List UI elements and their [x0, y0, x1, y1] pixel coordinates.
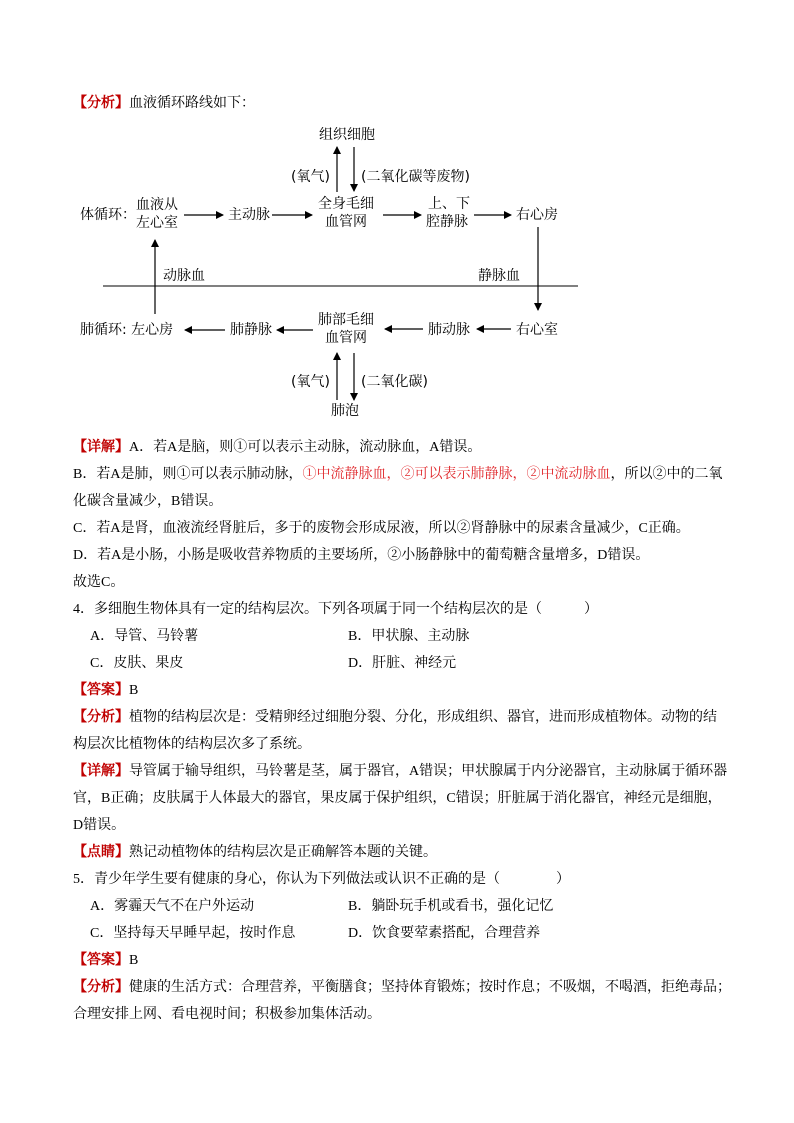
- q5-analysis-line-2: 合理安排上网、看电视时间；积极参加集体活动。: [73, 1007, 381, 1022]
- right-ventricle-label: 右心室: [516, 322, 558, 338]
- body-capillaries-line2: 血管网: [325, 214, 367, 230]
- q5-analysis-line-1: [73, 974, 733, 1001]
- answer-tag: 【答案】: [73, 683, 129, 698]
- pulmonary-artery-label: 肺动脉: [428, 322, 470, 338]
- q5-option-a: A．雾霾天气不在户外运动: [90, 899, 255, 914]
- q4-option-a: A．导管、马铃薯: [90, 629, 199, 644]
- venae-cavae-line2: 腔静脉: [426, 214, 468, 230]
- q5-option-b: B．躺卧玩手机或看书，强化记忆: [348, 899, 554, 914]
- q4-option-d: D．肝脏、神经元: [348, 656, 457, 671]
- q5-options: [73, 893, 733, 947]
- q4-detail-line-3: D错误。: [73, 818, 126, 833]
- alveoli-label: 肺泡: [331, 403, 359, 419]
- venae-cavae-line1: 上、下: [428, 196, 470, 212]
- bottom-oxygen-label: (氧气): [291, 374, 330, 390]
- answer-body: [73, 434, 733, 1028]
- q4-detail-text-1: 导管属于输导组织，马铃薯是茎，属于器官，A错误；甲状腺属于内分泌器官，主动脉属于循环器: [129, 764, 728, 779]
- q5-option-c: C．坚持每天早睡早起，按时作息: [90, 926, 296, 941]
- systemic-circulation-label: 体循环：: [80, 207, 136, 223]
- q5-answer: [73, 947, 733, 974]
- q3-detail-b-start: B．若A是肺，则①可以表示肺动脉，: [73, 467, 303, 482]
- q4-detail-line-2: 官，B正确；皮肤属于人体最大的器官，果皮属于保护组织，C错误；肝脏属于消化器官，神经元是细胞，: [73, 791, 722, 806]
- pulmonary-vein-label: 肺静脉: [230, 322, 272, 338]
- q4-options: [73, 623, 733, 677]
- q4-answer-value: B: [129, 683, 139, 698]
- arterial-blood-label: 动脉血: [163, 268, 205, 284]
- q5-stem: 5．青少年学生要有健康的身心，你认为下列做法或认识不正确的是（ ）: [73, 872, 570, 887]
- lung-capillaries-line1: 肺部毛细: [318, 312, 374, 328]
- systemic-start-line2: 左心室: [136, 215, 178, 231]
- venous-blood-label: 静脉血: [478, 268, 520, 284]
- aorta-label: 主动脉: [228, 207, 270, 223]
- q3-conclusion: 故选C。: [73, 575, 125, 590]
- pulmonary-circulation-label: 肺循环: 左心房: [80, 322, 174, 338]
- q3-detail-line-d: D．若A是小肠，小肠是吸收营养物质的主要场所，②小肠静脉中的葡萄糖含量增多，D错误。: [73, 548, 650, 563]
- q3-detail-line-b-cont: 化碳含量减少，B错误。: [73, 494, 223, 509]
- q3-detail-b-end: ，所以②中的二氧: [610, 467, 723, 482]
- detail-tag: 【详解】: [73, 440, 129, 455]
- q4-detail-line-1: [73, 758, 733, 785]
- q5-answer-value: B: [129, 953, 139, 968]
- q3-detail-line-a: [73, 434, 733, 461]
- q4-tip-text: 熟记动植物体的结构层次是正确解答本题的关键。: [129, 845, 437, 860]
- q3-analysis-line: [73, 90, 255, 117]
- analysis-text: 血液循环路线如下：: [129, 96, 255, 111]
- tip-tag: 【点睛】: [73, 845, 129, 860]
- answer-tag: 【答案】: [73, 953, 129, 968]
- detail-tag: 【详解】: [73, 764, 129, 779]
- q3-detail-line-c: C．若A是肾，血液流经肾脏后，多于的废物会形成尿液，所以②肾静脉中的尿素含量减少，C正确。: [73, 521, 690, 536]
- q4-analysis-text-1: 植物的结构层次是：受精卵经过细胞分裂、分化，形成组织、器官，进而形成植物体。动物的结: [129, 710, 717, 725]
- systemic-start-line1: 血液从: [136, 197, 178, 213]
- top-oxygen-label: (氧气): [291, 169, 330, 185]
- analysis-tag: 【分析】: [73, 96, 129, 111]
- tissue-cells-label: 组织细胞: [319, 127, 375, 143]
- right-atrium-label: 右心房: [516, 207, 558, 223]
- q5-option-d: D．饮食要荤素搭配，合理营养: [348, 926, 541, 941]
- top-waste-label: (二氧化碳等废物): [361, 169, 470, 185]
- q4-option-b: B．甲状腺、主动脉: [348, 629, 470, 644]
- bottom-co2-label: (二氧化碳): [361, 374, 428, 390]
- q5-analysis-text-1: 健康的生活方式：合理营养，平衡膳食；坚持体育锻炼；按时作息；不吸烟，不喝酒，拒绝毒品；: [129, 980, 731, 995]
- lung-capillaries-line2: 血管网: [325, 330, 367, 346]
- q3-detail-line-b: [73, 461, 733, 488]
- analysis-tag: 【分析】: [73, 710, 129, 725]
- q3-detail-a-text: A．若A是脑，则①可以表示主动脉，流动脉血，A错误。: [129, 440, 482, 455]
- q4-stem: 4．多细胞生物体具有一定的结构层次。下列各项属于同一个结构层次的是（ ）: [73, 602, 598, 617]
- q4-analysis-line-2: 构层次比植物体的结构层次多了系统。: [73, 737, 311, 752]
- q4-tip: [73, 839, 733, 866]
- q4-answer: [73, 677, 733, 704]
- q4-option-c: C．皮肤、果皮: [90, 656, 184, 671]
- q3-detail-b-highlight: ①中流静脉血，②可以表示肺静脉，②中流动脉血: [302, 467, 611, 482]
- body-capillaries-line1: 全身毛细: [318, 196, 374, 212]
- q4-analysis-line-1: [73, 704, 733, 731]
- analysis-tag: 【分析】: [73, 980, 129, 995]
